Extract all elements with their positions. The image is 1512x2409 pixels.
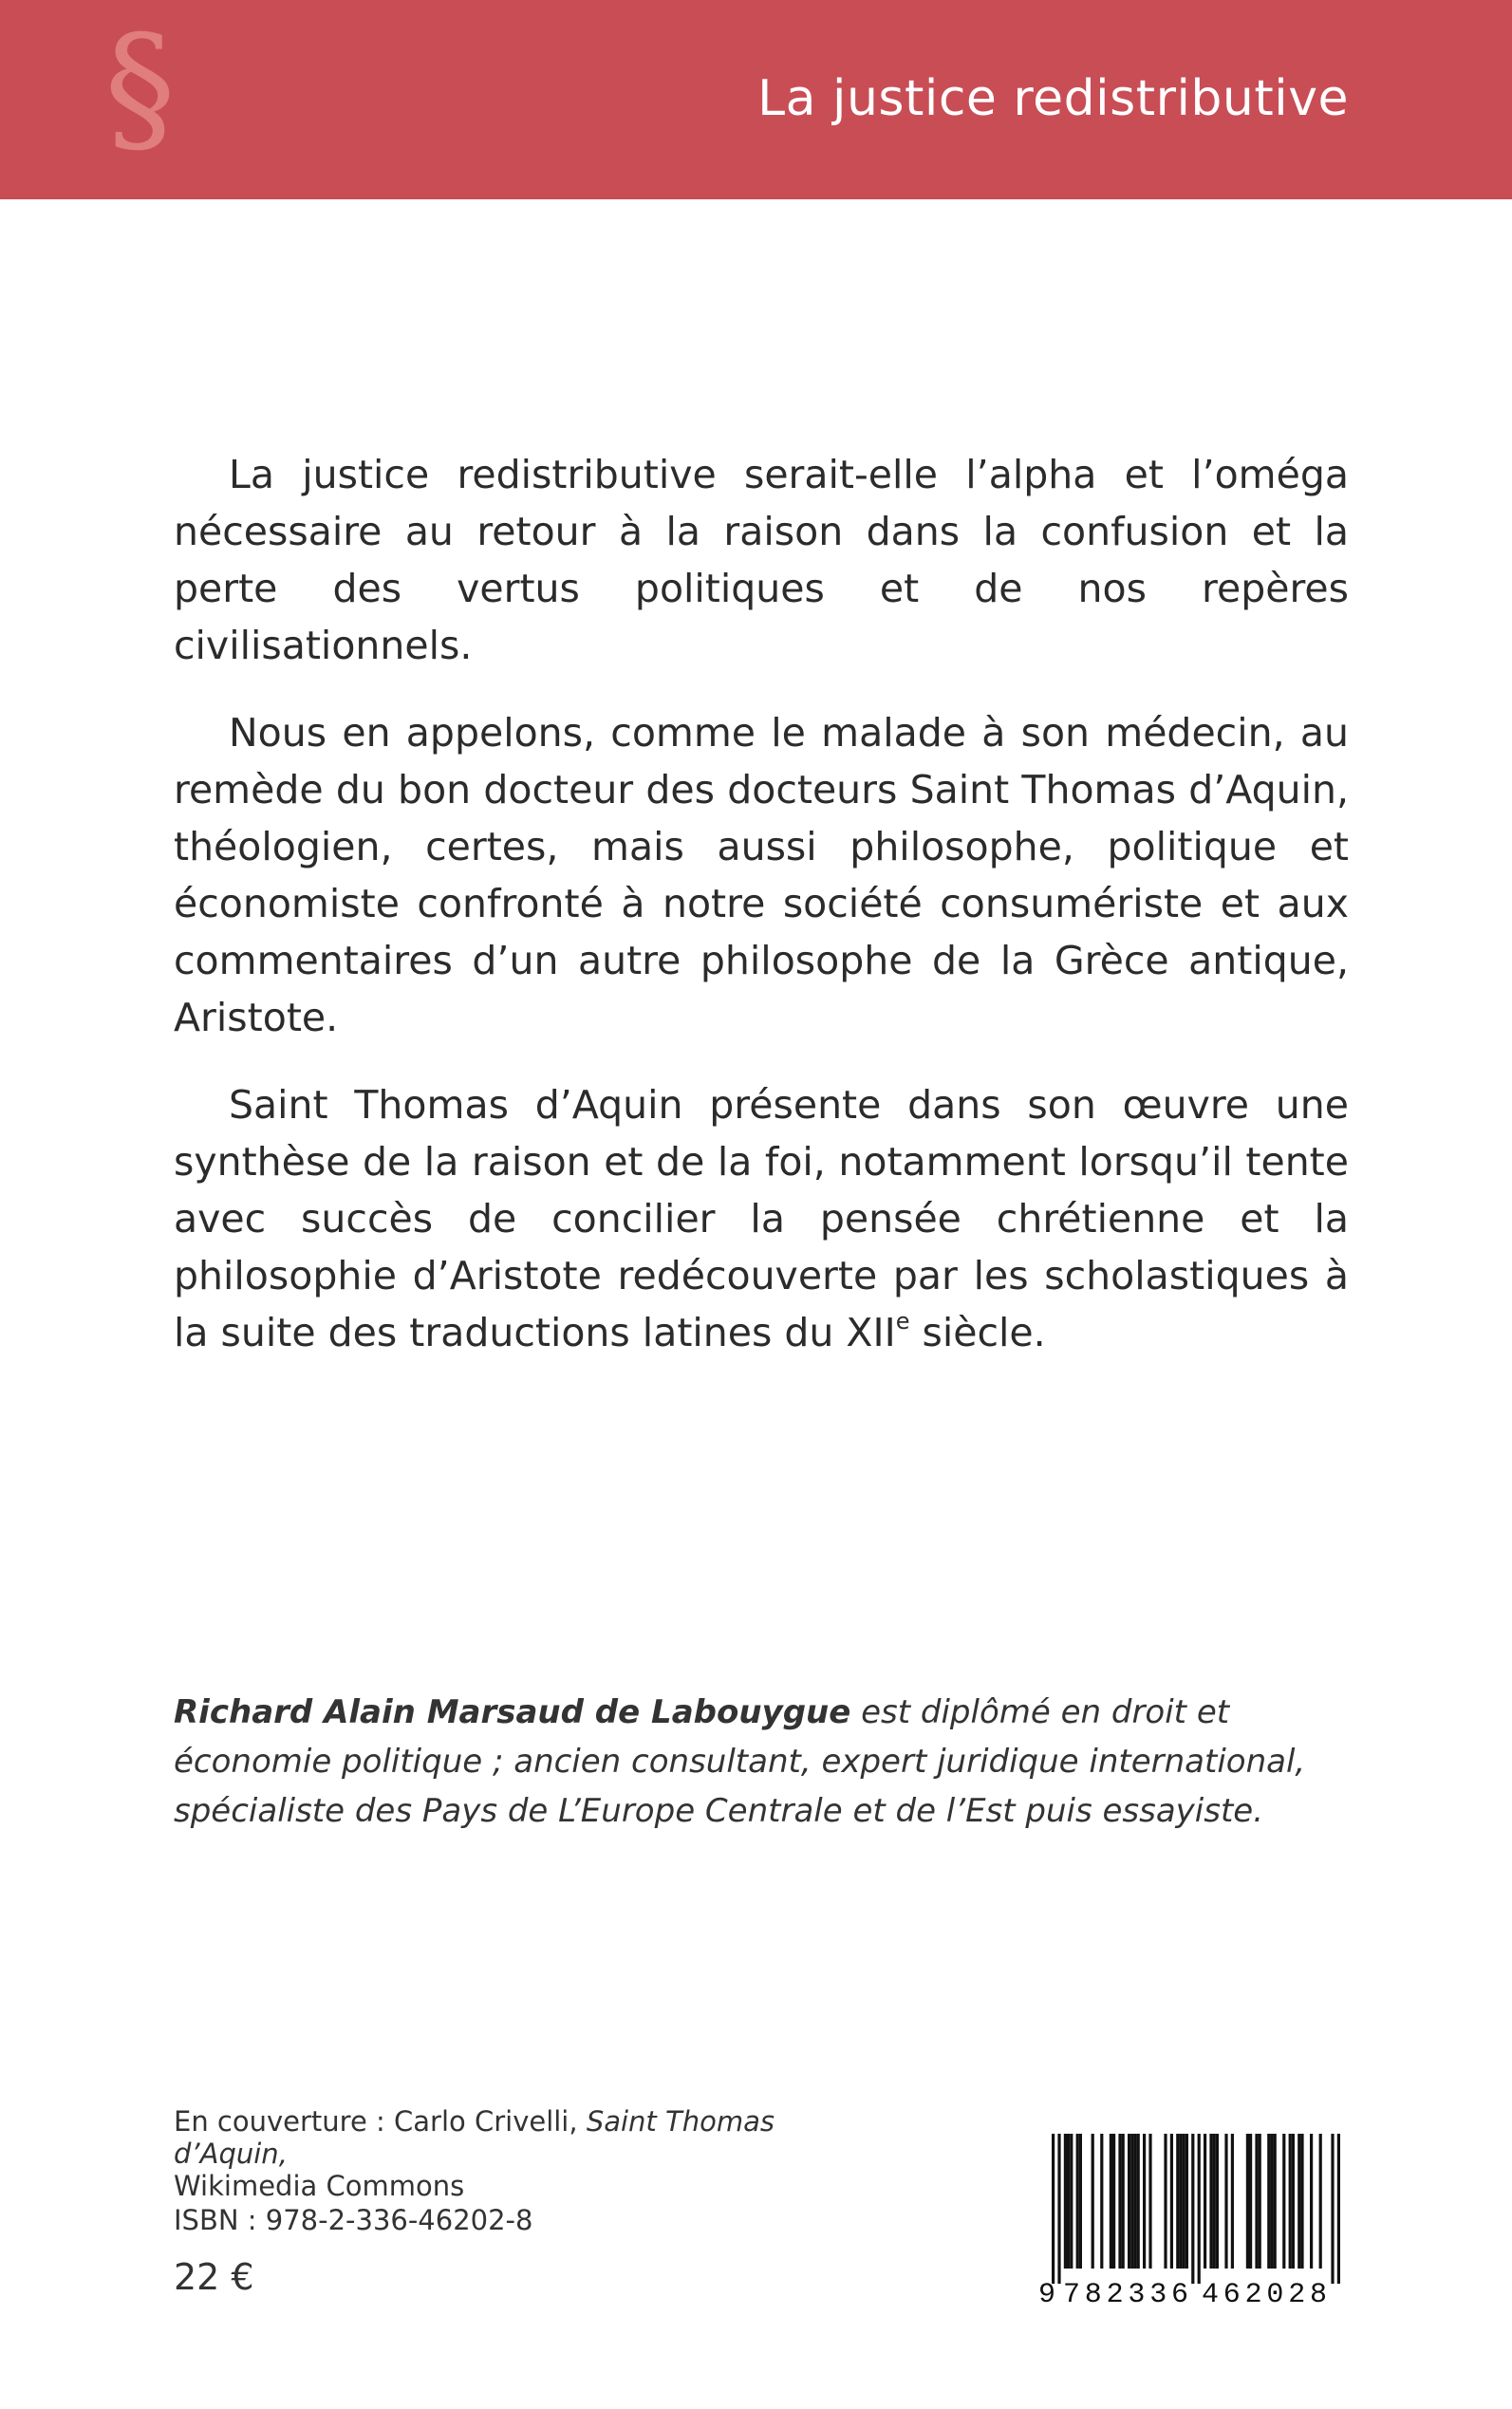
barcode-bar (1224, 2134, 1227, 2269)
barcode-bar (1143, 2134, 1146, 2269)
barcode-bar (1191, 2134, 1194, 2284)
barcode-bar (1128, 2134, 1130, 2269)
century-superscript: e (895, 1308, 910, 1335)
barcode-bars (1052, 2134, 1340, 2284)
barcode-bar (1270, 2134, 1273, 2269)
barcode-bar (1213, 2134, 1216, 2269)
barcode-bar (1246, 2134, 1249, 2269)
blurb-paragraph-3 (174, 1076, 1349, 1361)
barcode-bar (1164, 2134, 1167, 2269)
barcode-bar (1300, 2134, 1303, 2269)
barcode-bar (1076, 2134, 1079, 2269)
author-bio (174, 1688, 1349, 1836)
barcode-bar (1112, 2134, 1115, 2269)
book-title: La justice redistributive (757, 70, 1349, 127)
barcode-bar (1331, 2134, 1334, 2284)
blurb (174, 446, 1349, 1391)
barcode-bar (1289, 2134, 1292, 2269)
barcode-bar (1337, 2134, 1340, 2284)
barcode-bar (1092, 2134, 1094, 2269)
isbn: ISBN : 978-2-336-46202-8 (174, 2204, 533, 2236)
barcode-bar (1179, 2134, 1182, 2269)
barcode (1035, 2130, 1348, 2306)
barcode-bar (1259, 2134, 1261, 2269)
blurb-paragraph-3-text: Saint Thomas d’Aquin présente dans son œuvre une synthèse de la raison et de la foi, notamment lorsqu’il tente avec succès de concilier la pensée chrétienne et la philosophie d’Aristote redécouverte par les scholastiques à la suite des traductions latines du XII (174, 1082, 1349, 1355)
blurb-paragraph-2: Nous en appelons, comme le malade à son médecin, au remède du bon docteur des docteurs Saint Thomas d’Aquin, théologien, certes, mais aussi philosophe, politique et économiste confronté à notre société consumériste et aux commentaires d’un autre philosophe de la Grèce antique, Aristote. (174, 710, 1349, 1040)
section-sign-logo: § (104, 6, 176, 171)
barcode-bar (1319, 2134, 1322, 2269)
barcode-bar (1070, 2134, 1073, 2269)
barcode-bar (1183, 2134, 1185, 2269)
barcode-bar (1122, 2134, 1125, 2269)
barcode-bar (1267, 2134, 1270, 2269)
barcode-bar (1216, 2134, 1219, 2269)
barcode-bar (1310, 2134, 1313, 2269)
barcode-bar (1249, 2134, 1252, 2269)
barcode-bar (1292, 2134, 1295, 2269)
cover-credit (174, 2105, 895, 2202)
barcode-bar (1282, 2134, 1285, 2269)
title-band (0, 0, 1512, 199)
barcode-bar (1170, 2134, 1173, 2269)
barcode-bar (1133, 2134, 1136, 2269)
barcode-bar (1137, 2134, 1140, 2269)
barcode-bar (1110, 2134, 1112, 2269)
barcode-bar (1231, 2134, 1234, 2269)
barcode-right-digits: 462028 (1202, 2279, 1327, 2306)
barcode-bar (1079, 2134, 1082, 2269)
barcode-first-digit: 9 (1038, 2279, 1056, 2306)
barcode-bar (1198, 2134, 1201, 2284)
barcode-bar (1064, 2134, 1067, 2269)
author-bio-text: est diplômé en droit et économie politique ; ancien consultant, expert juridique international, spécialiste des Pays de L’Europe Centrale et de l’Est puis essayiste. (174, 1693, 1306, 1830)
barcode-bar (1130, 2134, 1133, 2269)
barcode-bar (1274, 2134, 1277, 2269)
barcode-bar (1100, 2134, 1103, 2269)
cover-credit-work: Saint Thomas d’Aquin, (174, 2105, 775, 2170)
barcode-bar (1057, 2134, 1060, 2284)
barcode-bar (1209, 2134, 1212, 2269)
barcode-bar (1176, 2134, 1179, 2269)
blurb-paragraph-3-end: siècle. (909, 1310, 1046, 1355)
barcode-left-digits: 782336 (1063, 2279, 1188, 2306)
price: 22 € (174, 2256, 254, 2298)
cover-credit-prefix: En couverture : Carlo Crivelli, (174, 2105, 587, 2138)
barcode-bar (1118, 2134, 1121, 2269)
barcode-bar (1204, 2134, 1206, 2269)
barcode-bar (1255, 2134, 1258, 2269)
barcode-bar (1148, 2134, 1151, 2269)
barcode-bar (1052, 2134, 1055, 2284)
barcode-bar (1185, 2134, 1188, 2269)
cover-credit-source: Wikimedia Commons (174, 2170, 465, 2202)
author-name: Richard Alain Marsaud de Labouygue (174, 1693, 851, 1731)
barcode-bar (1297, 2134, 1300, 2269)
blurb-paragraph-1: La justice redistributive serait-elle l’alpha et l’oméga nécessaire au retour à la raison dans la confusion et la perte des vertus politiques et de nos repères civilisationnels. (174, 452, 1349, 668)
barcode-bar (1067, 2134, 1070, 2269)
